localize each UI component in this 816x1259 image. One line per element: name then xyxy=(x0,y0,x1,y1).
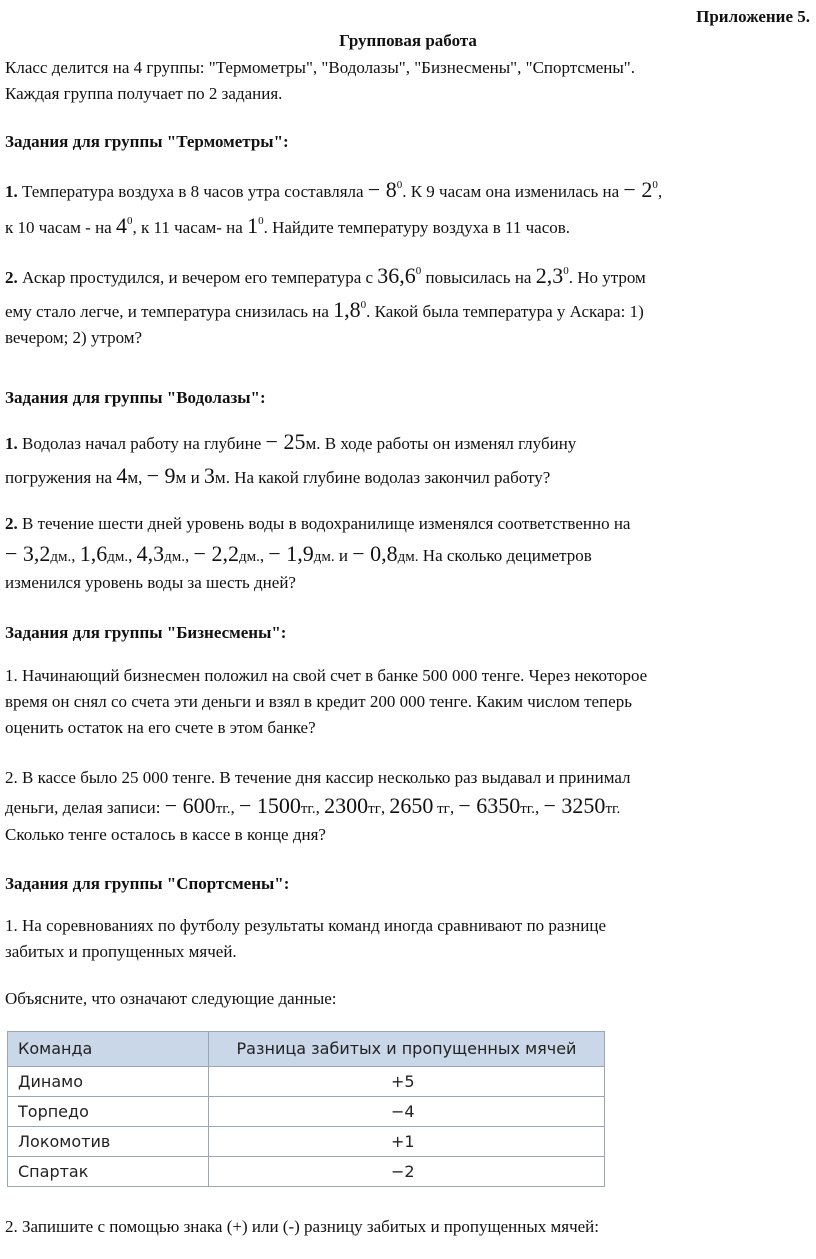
intro-line-2: Каждая группа получает по 2 задания. xyxy=(5,84,283,103)
unit: тг xyxy=(433,801,450,817)
sportsmen-task-1 xyxy=(5,913,805,965)
page-title: Групповая работа xyxy=(339,31,477,50)
money-value: − 3250 xyxy=(543,793,606,818)
task-text: . Найдите температуру воздуха в 11 часов. xyxy=(263,218,571,237)
depth-value: 4 xyxy=(116,463,128,488)
task-text: забитых и пропущенных мячей. xyxy=(5,942,237,961)
degree-mark: 0 xyxy=(563,265,569,277)
unit: тг. xyxy=(605,801,621,817)
level-value: − 2,2 xyxy=(193,541,239,566)
level-value: − 1,9 xyxy=(268,541,314,566)
level-value: − 3,2 xyxy=(5,541,51,566)
separator: , xyxy=(535,798,544,817)
money-value: − 1500 xyxy=(238,793,301,818)
unit: дм. xyxy=(50,549,72,565)
team-name: Локомотив xyxy=(8,1127,209,1157)
sportsmen-explain-line: Объясните, что означают следующие данные: xyxy=(5,989,337,1008)
degree-mark: 0 xyxy=(652,179,658,191)
level-value: 4,3 xyxy=(136,541,165,566)
unit: тг. xyxy=(520,801,536,817)
task-text: Аскар простудился, и вечером его температура с xyxy=(17,268,378,287)
goal-difference: +1 xyxy=(209,1127,605,1157)
unit: дм. xyxy=(164,549,186,565)
unit: м xyxy=(175,468,187,487)
degree-mark: 0 xyxy=(126,215,133,227)
task-text: оценить остаток на его счете в этом банке? xyxy=(5,718,316,737)
task-text: . К 9 часам она изменилась на xyxy=(402,182,624,201)
thermometers-task-2 xyxy=(5,263,805,351)
temp-value: 1,8 xyxy=(333,297,361,322)
separator: , xyxy=(230,798,239,817)
table-header-row xyxy=(8,1032,605,1067)
team-name: Спартак xyxy=(8,1157,209,1187)
table-row xyxy=(8,1067,605,1097)
separator: , xyxy=(71,546,80,565)
task-text: Сколько тенге осталось в кассе в конце дня? xyxy=(5,825,326,844)
unit: м xyxy=(127,468,139,487)
separator: , xyxy=(185,546,194,565)
temp-value: − 8 xyxy=(367,177,397,202)
column-header-difference: Разница забитых и пропущенных мячей xyxy=(209,1032,605,1067)
separator: , xyxy=(449,798,459,817)
unit: дм. xyxy=(397,549,419,565)
temp-value: 4 xyxy=(115,213,127,238)
team-name: Динамо xyxy=(8,1067,209,1097)
sportsmen-task-2: 2. Запишите с помощью знака (+) или (-) разницу забитых и пропущенных мячей: xyxy=(5,1217,599,1236)
task-text: 1. На соревнованиях по футболу результаты команд иногда сравнивают по разнице xyxy=(5,916,607,935)
goal-difference: −4 xyxy=(209,1097,605,1127)
separator: и xyxy=(186,468,204,487)
business-task-2 xyxy=(5,765,805,848)
degree-mark: 0 xyxy=(396,179,403,191)
heading-thermometers: Задания для группы "Термометры": xyxy=(5,132,289,151)
unit: дм. xyxy=(107,549,129,565)
money-value: − 600 xyxy=(164,793,216,818)
task-text: 1. Начинающий бизнесмен положил на свой счет в банке 500 000 тенге. Через некоторое xyxy=(5,666,648,685)
task-text: . На какой глубине водолаз закончил работу? xyxy=(225,468,551,487)
task-text: погружения на xyxy=(5,468,117,487)
separator: и xyxy=(334,546,353,565)
separator: , xyxy=(128,546,137,565)
unit: м xyxy=(214,468,226,487)
table-row xyxy=(8,1157,605,1187)
task-text: Температура воздуха в 8 часов утра составляла xyxy=(17,182,368,201)
heading-business: Задания для группы "Бизнесмены": xyxy=(5,623,287,642)
separator: , xyxy=(315,798,325,817)
table-row xyxy=(8,1097,605,1127)
results-table xyxy=(7,1031,605,1187)
depth-value: 3 xyxy=(203,463,215,488)
task-text: вечером; 2) утром? xyxy=(5,328,143,347)
task-number: 1. xyxy=(5,434,18,453)
heading-sportsmen: Задания для группы "Спортсмены": xyxy=(5,874,290,893)
task-text: , xyxy=(657,182,663,201)
degree-mark: 0 xyxy=(415,265,422,277)
temp-value: 2,3 xyxy=(535,263,564,288)
goal-difference: −2 xyxy=(209,1157,605,1187)
task-text: к 10 часам - на xyxy=(5,218,116,237)
money-value: 2300 xyxy=(324,793,369,818)
separator: , xyxy=(380,798,390,817)
column-header-team: Команда xyxy=(8,1032,209,1067)
separator: , xyxy=(259,546,269,565)
temp-value: − 2 xyxy=(623,177,653,202)
task-text: время он снял со счета эти деньги и взял в кредит 200 000 тенге. Каким числом теперь xyxy=(5,692,632,711)
intro-line-1: Класс делится на 4 группы: "Термометры", "Водолазы", "Бизнесмены", "Спортсмены". xyxy=(5,58,635,77)
team-name: Торпедо xyxy=(8,1097,209,1127)
task-text: деньги, делая записи: xyxy=(5,798,165,817)
depth-value: − 9 xyxy=(146,463,176,488)
task-text: На сколько дециметров xyxy=(418,546,592,565)
level-value: 1,6 xyxy=(79,541,108,566)
task-text: изменился уровень воды за шесть дней? xyxy=(5,573,296,592)
task-text: . Но утром xyxy=(568,268,646,287)
unit: дм. xyxy=(238,549,260,565)
temp-value: 1 xyxy=(247,213,259,238)
divers-task-2 xyxy=(5,511,805,596)
money-value: 2650 xyxy=(389,793,434,818)
task-text: . В ходе работы он изменял глубину xyxy=(316,434,577,453)
appendix-label: Приложение 5. xyxy=(696,7,810,26)
intro-paragraph xyxy=(5,55,805,107)
goal-difference: +5 xyxy=(209,1067,605,1097)
task-text: ему стало легче, и температура снизилась на xyxy=(5,302,334,321)
money-value: − 6350 xyxy=(458,793,521,818)
unit: м xyxy=(305,434,317,453)
table-row xyxy=(8,1127,605,1157)
task-text: В течение шести дней уровень воды в водохранилище изменялся соответственно на xyxy=(17,514,631,533)
degree-mark: 0 xyxy=(360,299,367,311)
unit: дм. xyxy=(313,549,335,565)
unit: тг xyxy=(368,801,381,817)
heading-divers: Задания для группы "Водолазы": xyxy=(5,388,266,407)
level-value: − 0,8 xyxy=(352,541,398,566)
unit: тг. xyxy=(300,801,316,817)
temp-value: 36,6 xyxy=(377,263,416,288)
task-text: , к 11 часам- на xyxy=(132,218,248,237)
depth-value: − 25 xyxy=(265,429,306,454)
task-number: 1. xyxy=(5,182,18,201)
separator: , xyxy=(138,468,147,487)
thermometers-task-1 xyxy=(5,177,805,241)
task-text: Водолаз начал работу на глубине xyxy=(17,434,266,453)
unit: тг. xyxy=(215,801,231,817)
divers-task-1 xyxy=(5,429,805,491)
task-text: 2. В кассе было 25 000 тенге. В течение дня кассир несколько раз выдавал и принимал xyxy=(5,768,631,787)
task-number: 2. xyxy=(5,514,18,533)
business-task-1 xyxy=(5,663,805,741)
degree-mark: 0 xyxy=(258,215,264,227)
task-number: 2. xyxy=(5,268,18,287)
task-text: повысилась на xyxy=(421,268,536,287)
task-text: . Какой была температура у Аскара: 1) xyxy=(366,302,644,321)
